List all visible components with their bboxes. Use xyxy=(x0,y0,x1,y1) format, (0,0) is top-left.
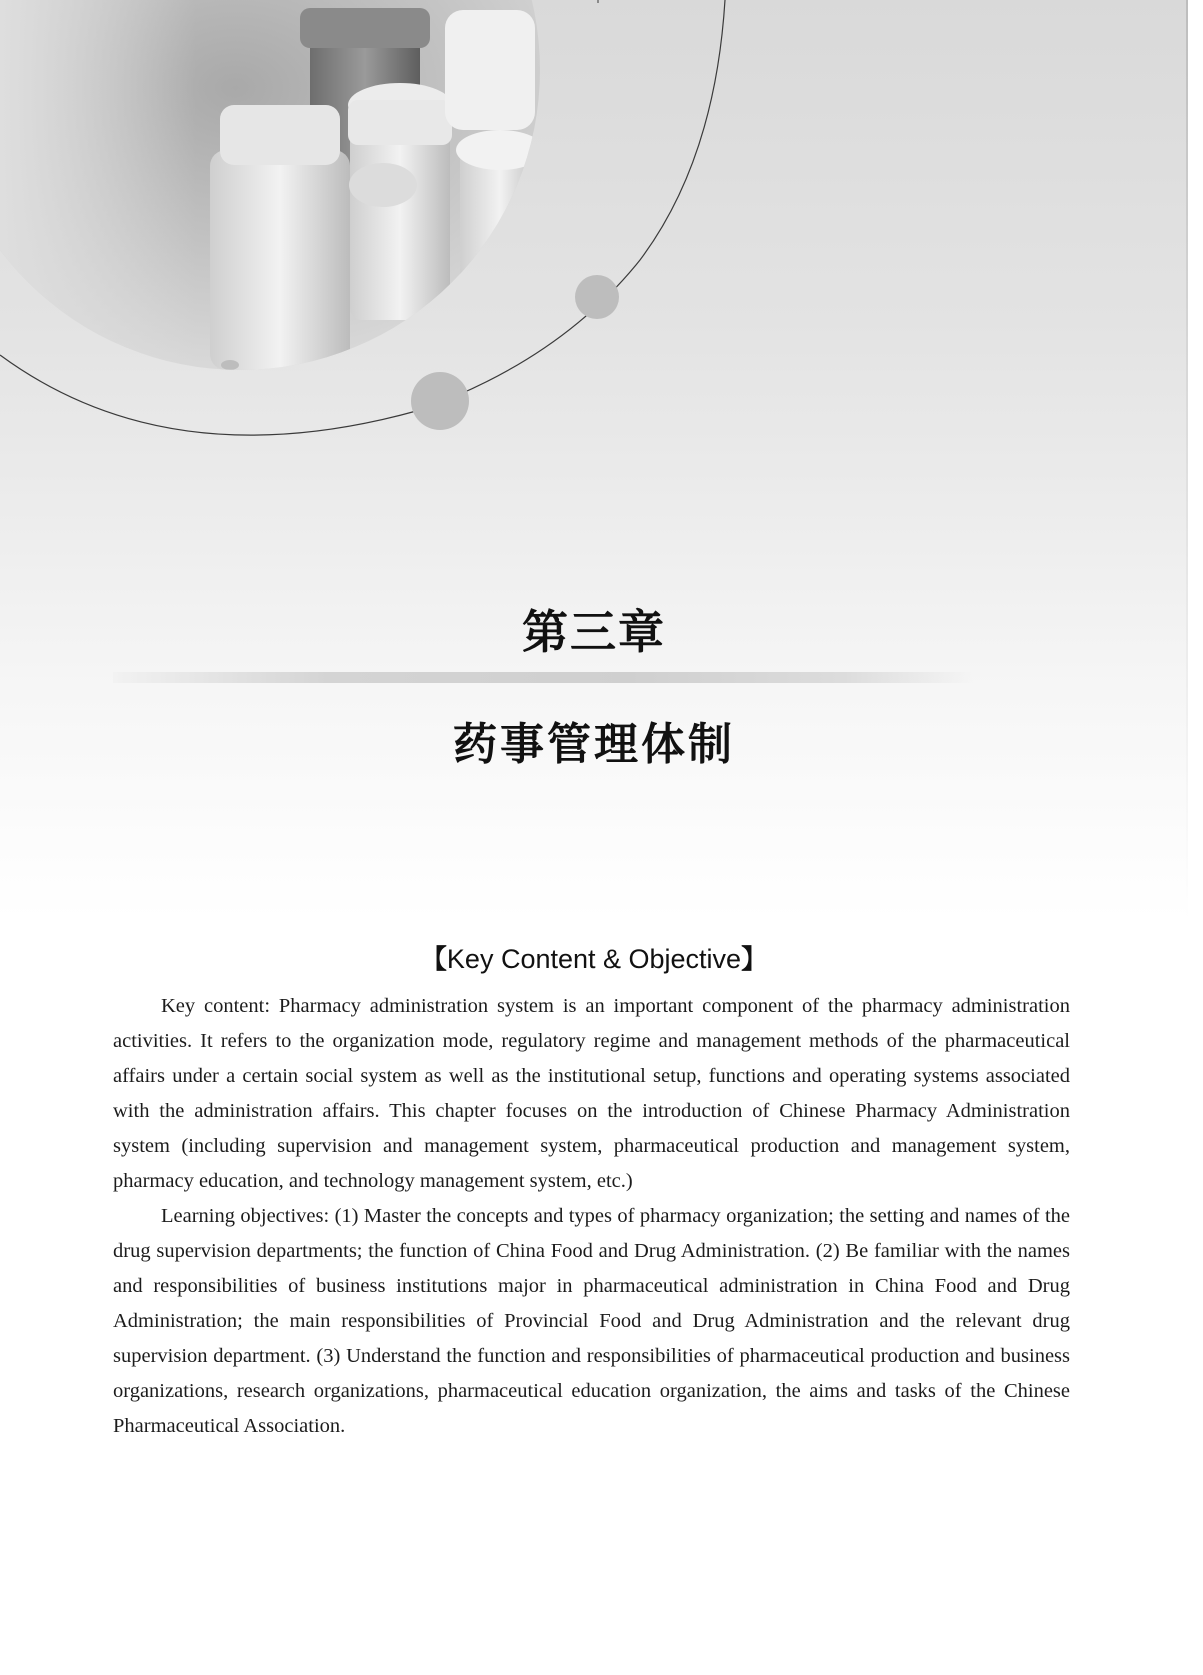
body-text xyxy=(113,989,1070,1444)
learning-objectives-paragraph: Learning objectives: (1) Master the concepts and types of pharmacy organization; the setting and names of the drug supervision departments; the function of China Food and Drug Administration. (2) Be familiar with the names and responsibilities of business institutions major in pharmaceutical administration in China Food and Drug Administration; the main responsibilities of Provincial Food and Drug Administration and the relevant drug supervision department. (3) Understand the function and responsibilities of pharmaceutical production and business organizations, research organizations, pharmaceutical education organization, the aims and tasks of the Chinese Pharmaceutical Association. xyxy=(113,1205,1070,1437)
chapter-title: 药事管理体制 xyxy=(453,719,735,770)
heading-bracket-open: 【 xyxy=(420,945,447,975)
grey-dot-icon xyxy=(575,275,619,319)
section-heading xyxy=(0,939,1188,976)
header-decoration xyxy=(0,0,1203,460)
medicine-bottles-photo xyxy=(0,0,560,400)
chapter-number: 第三章 xyxy=(522,605,666,659)
title-divider xyxy=(113,672,973,683)
heading-bracket-close: 】 xyxy=(741,945,768,975)
grey-dot-icon xyxy=(411,372,469,430)
section-heading-text: Key Content & Objective xyxy=(446,944,742,974)
key-content-paragraph: Key content: Pharmacy administration system is an important component of the pharmacy administration activities. It refers to the organization mode, regulatory regime and management methods of the pharmaceutical affairs under a certain social system as well as the institutional setup, functions and operating systems associated with the administration affairs. This chapter focuses on the introduction of Chinese Pharmacy Administration system (including supervision and management system, pharmaceutical production and management system, pharmacy education, and technology management system, etc.) xyxy=(113,995,1070,1192)
